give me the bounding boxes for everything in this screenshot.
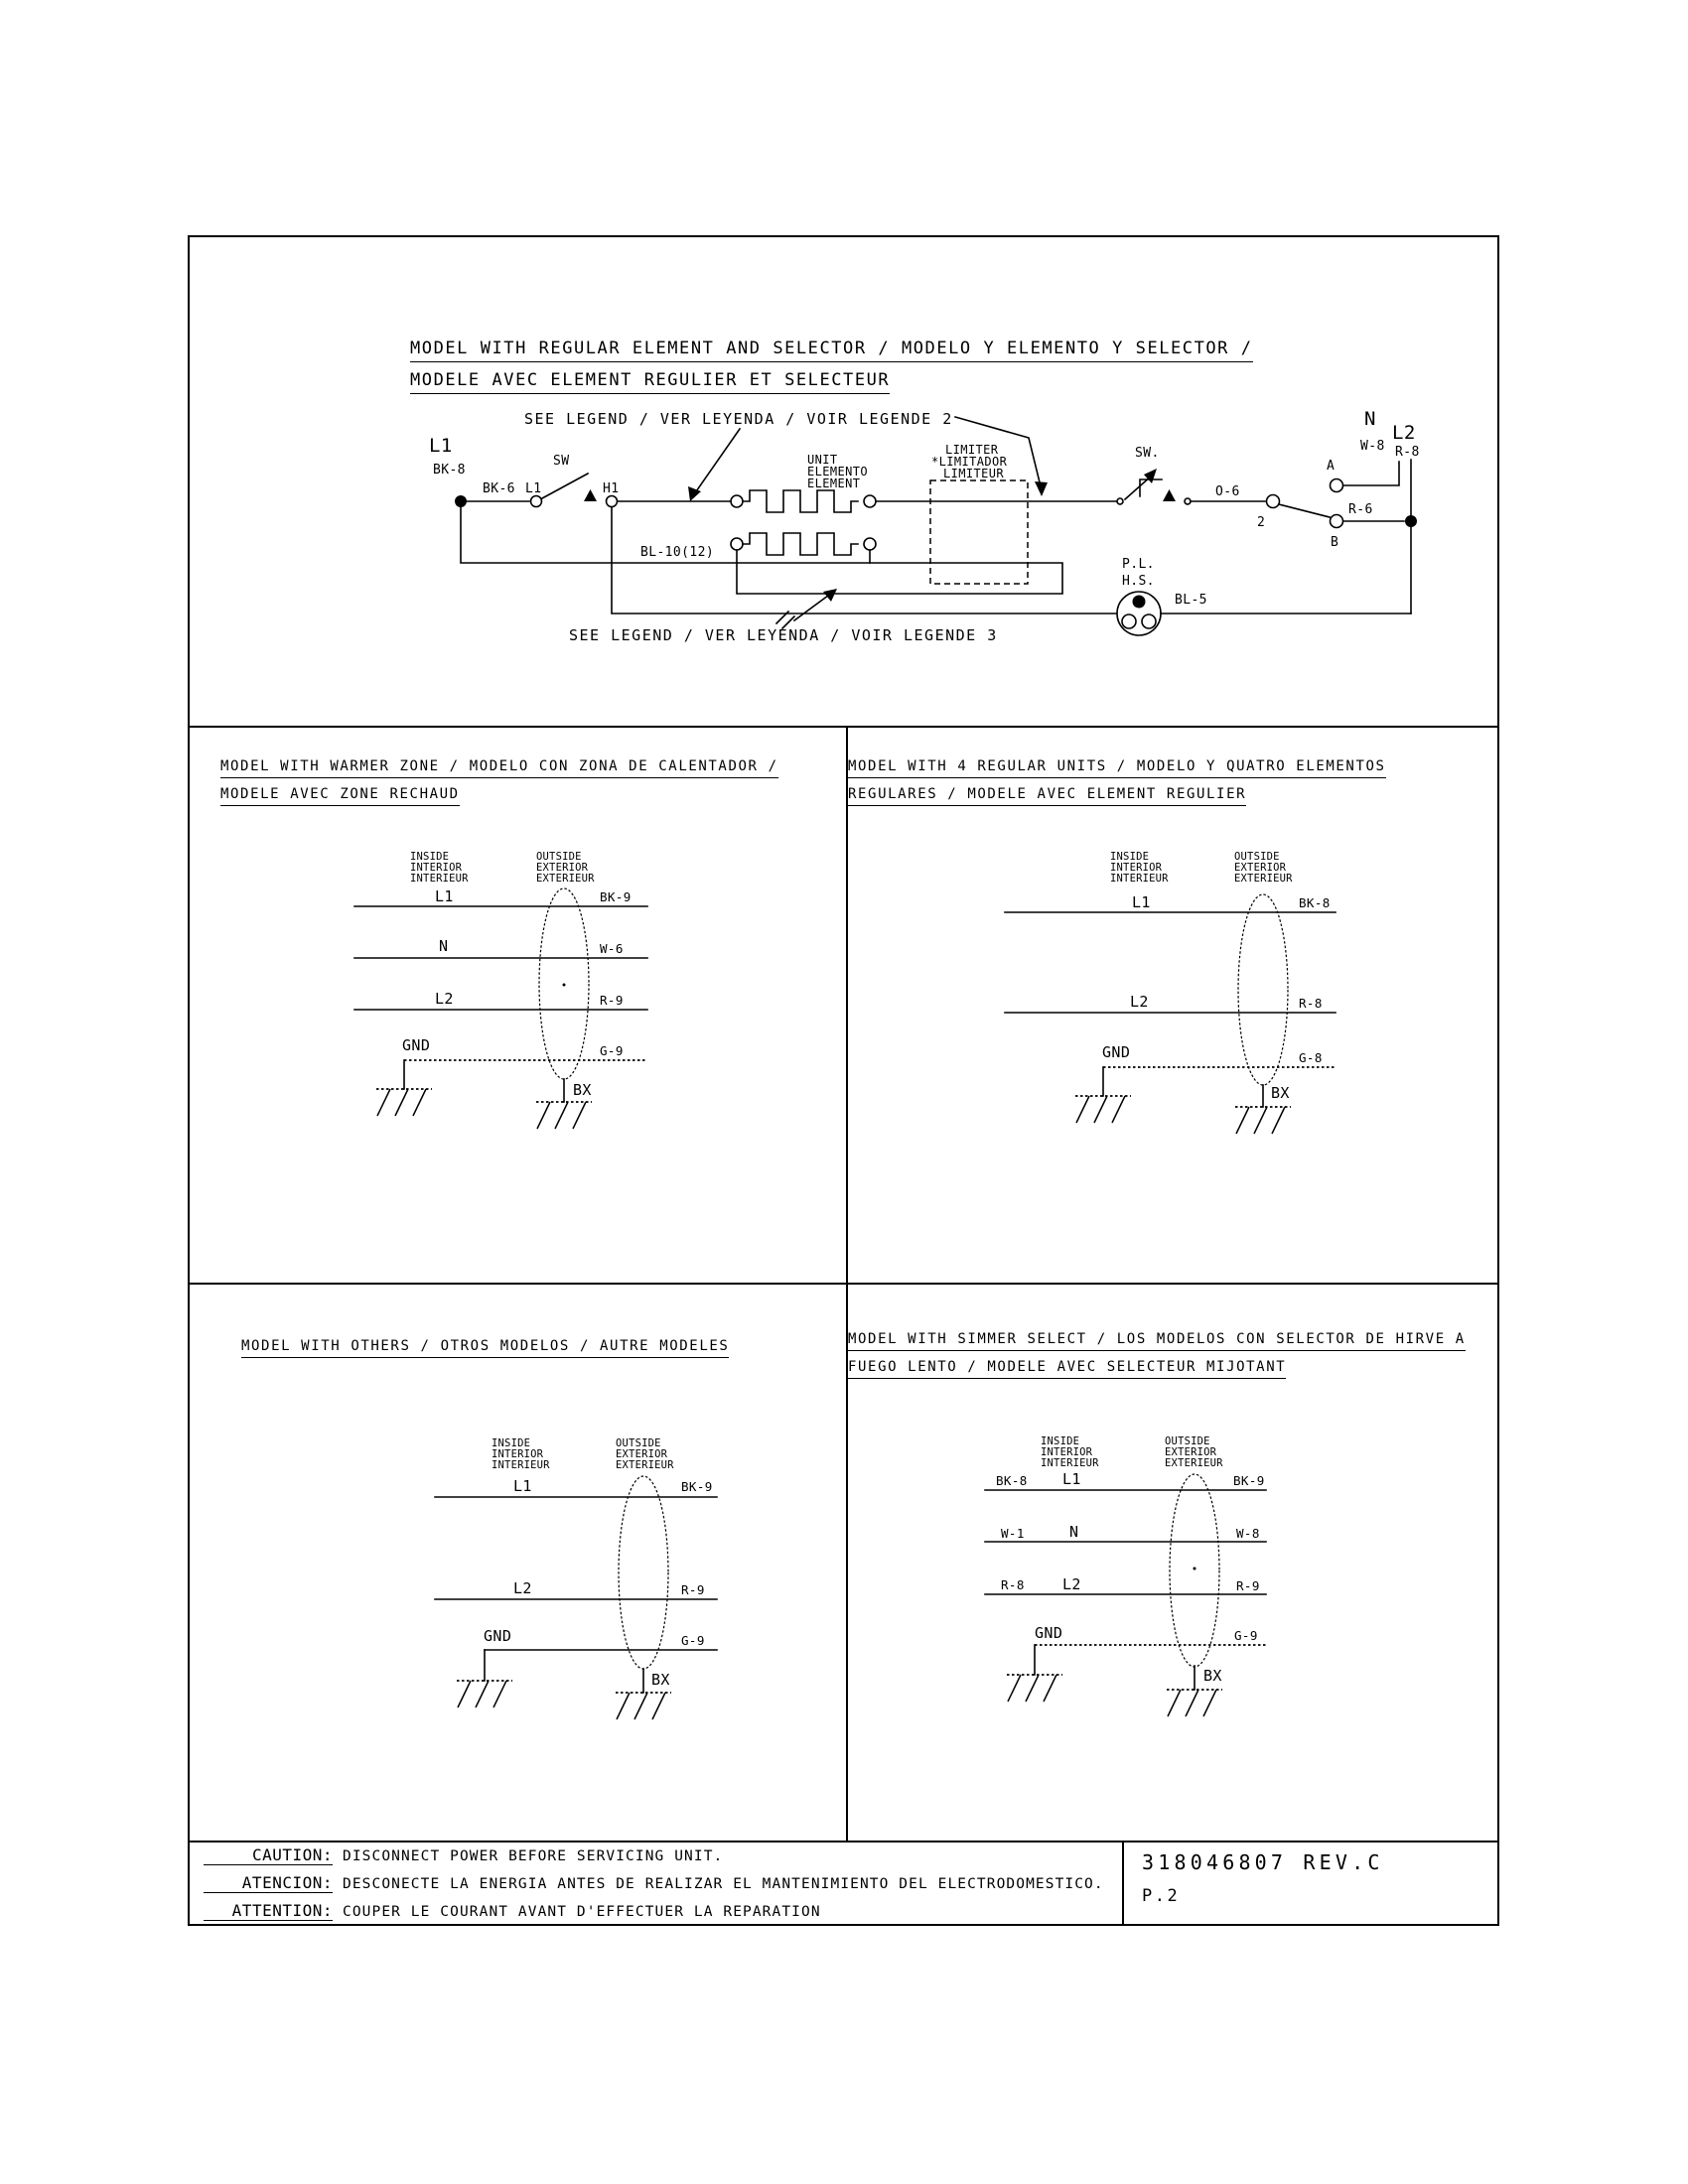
switch-contact: [1117, 498, 1123, 504]
top-title-line1: MODEL WITH REGULAR ELEMENT AND SELECTOR / MODELO Y ELEMENTO Y SELECTOR /: [410, 339, 1253, 362]
warmer-title-line1: MODEL WITH WARMER ZONE / MODELO CON ZONA DE CALENTADOR /: [220, 758, 778, 778]
label-interieur: INTERIEUR: [410, 873, 469, 885]
label-limiteur: LIMITEUR: [943, 467, 1004, 480]
wire-label-bl10: BL-10(12): [640, 545, 715, 560]
label-inside: INSIDE: [410, 851, 450, 863]
wire-color-left-w1: W-1: [1001, 1526, 1025, 1541]
label-exterior: EXTERIOR: [536, 862, 589, 874]
switch-blade-sw: [542, 474, 588, 498]
terminal-l1: [531, 496, 542, 507]
wire-name-l1: L1: [435, 887, 454, 905]
wire-label-r6: R-6: [1348, 502, 1373, 517]
selector-blade: [1279, 504, 1330, 517]
simmer-title-line1: MODEL WITH SIMMER SELECT / LOS MODELOS CON SELECTOR DE HIRVE A: [848, 1331, 1466, 1351]
caution-text-en: DISCONNECT POWER BEFORE SERVICING UNIT.: [343, 1848, 724, 1864]
wire-name-gnd: GND: [1102, 1043, 1131, 1061]
ground-symbol: [1007, 1675, 1062, 1702]
warmer-title-line2: MODELE AVEC ZONE RECHAUD: [220, 786, 460, 806]
caution-label-en: CAUTION:: [204, 1845, 333, 1865]
wire-color-bk9: BK-9: [1233, 1473, 1265, 1488]
label-inside: INSIDE: [492, 1437, 531, 1449]
label-l2: L2: [1392, 422, 1416, 444]
wire-color-bk9: BK-9: [681, 1479, 713, 1494]
label-exterieur: EXTERIEUR: [1234, 873, 1293, 885]
label-inside: INSIDE: [1041, 1435, 1080, 1447]
terminal-label-2: 2: [1257, 515, 1266, 530]
wire-name-gnd: GND: [402, 1036, 431, 1054]
label-unit: UNIT: [807, 453, 838, 467]
switch-contact: [1185, 498, 1191, 504]
label-n: N: [1364, 408, 1376, 430]
terminal-b: [1331, 515, 1343, 528]
label-hs: H.S.: [1122, 574, 1155, 589]
label-interior: INTERIOR: [410, 862, 463, 874]
wire-color-bk8: BK-8: [1299, 895, 1331, 910]
label-limitador: *LIMITADOR: [931, 455, 1008, 469]
label-interieur: INTERIEUR: [492, 1459, 550, 1471]
label-exterior: EXTERIOR: [1234, 862, 1287, 874]
wire-label-bl5: BL-5: [1175, 593, 1207, 608]
terminal-h1: [607, 496, 618, 507]
terminal-2: [1267, 495, 1280, 508]
wire-color-g9: G-9: [1234, 1628, 1258, 1643]
four-units-title-line1: MODEL WITH 4 REGULAR UNITS / MODELO Y QUATRO ELEMENTOS: [848, 758, 1386, 778]
pilot-light-lamp: [1133, 596, 1146, 609]
wire-color-w8: W-8: [1236, 1526, 1260, 1541]
terminal-a: [1331, 479, 1343, 492]
label-pl: P.L.: [1122, 557, 1155, 572]
label-element: ELEMENT: [807, 477, 861, 490]
warmer-connector-diagram: [354, 851, 647, 1129]
label-bx: BX: [573, 1081, 592, 1099]
wire-color-r8: R-8: [1299, 996, 1323, 1011]
wire-name-gnd: GND: [1035, 1624, 1063, 1642]
wire-name-l1: L1: [1062, 1470, 1081, 1488]
label-outside: OUTSIDE: [1234, 851, 1280, 863]
caution-text-fr: COUPER LE COURANT AVANT D'EFFECTUER LA REPARATION: [343, 1904, 821, 1920]
wire-color-r9: R-9: [1236, 1578, 1260, 1593]
wire-color-r9: R-9: [681, 1582, 705, 1597]
label-inside: INSIDE: [1110, 851, 1150, 863]
legend2-arrowhead: [1035, 481, 1048, 496]
label-outside: OUTSIDE: [536, 851, 582, 863]
wire-color-g8: G-8: [1299, 1050, 1323, 1065]
caution-text-es: DESCONECTE LA ENERGIA ANTES DE REALIZAR EL MANTENIMIENTO DEL ELECTRODOMESTICO.: [343, 1876, 1104, 1892]
pilot-light-contact: [1142, 614, 1156, 628]
legend2-pointer-arrowhead: [688, 486, 701, 501]
ground-symbol: [616, 1693, 671, 1719]
element-terminal: [864, 538, 876, 550]
label-limiter: LIMITER: [945, 443, 999, 457]
label-bx: BX: [651, 1671, 670, 1689]
wire-color-left-r8: R-8: [1001, 1577, 1025, 1592]
wire-color-r9: R-9: [600, 993, 624, 1008]
label-interior: INTERIOR: [492, 1448, 544, 1460]
legend3-arrowhead: [823, 589, 837, 602]
part-number: 318046807 REV.C: [1142, 1850, 1384, 1874]
wire-label-w8: W-8: [1360, 439, 1385, 454]
wire-label-bk8: BK-8: [433, 463, 466, 478]
terminal-label-a: A: [1327, 459, 1336, 474]
ground-symbol: [1167, 1690, 1222, 1716]
label-exterieur: EXTERIEUR: [1165, 1457, 1223, 1469]
label-exterieur: EXTERIEUR: [536, 873, 595, 885]
label-interieur: INTERIEUR: [1041, 1457, 1099, 1469]
label-bx: BX: [1203, 1667, 1222, 1685]
four-units-connector-diagram: [1005, 851, 1336, 1134]
wire-name-l1: L1: [513, 1477, 532, 1495]
wire-color-w6: W-6: [600, 941, 624, 956]
wire-color-g9: G-9: [681, 1633, 705, 1648]
others-title-line1: MODEL WITH OTHERS / OTROS MODELOS / AUTRE MODELES: [241, 1338, 729, 1358]
terminal-label-b: B: [1331, 535, 1339, 550]
label-bx: BX: [1271, 1084, 1290, 1102]
legend2-pointer-line: [694, 429, 740, 494]
four-units-title-line2: REGULARES / MODELE AVEC ELEMENT REGULIER: [848, 786, 1246, 806]
label-exterior: EXTERIOR: [616, 1448, 668, 1460]
ground-symbol: [1075, 1096, 1131, 1123]
wire-name-l2: L2: [513, 1579, 532, 1597]
terminal-label-h1: H1: [603, 481, 620, 496]
label-sw: SW: [553, 454, 570, 469]
element-terminal: [731, 538, 743, 550]
wire-name-n: N: [439, 937, 449, 955]
legend2-note: SEE LEGEND / VER LEYENDA / VOIR LEGENDE 2: [524, 410, 953, 428]
cable-bundle-ellipse: [619, 1476, 668, 1669]
label-exterieur: EXTERIEUR: [616, 1459, 674, 1471]
cable-bundle-ellipse: [1238, 894, 1288, 1085]
label-interior: INTERIOR: [1110, 862, 1163, 874]
top-title-line2: MODELE AVEC ELEMENT REGULIER ET SELECTEUR: [410, 370, 890, 394]
label-l1: L1: [429, 435, 453, 457]
wire-name-l1: L1: [1132, 893, 1151, 911]
switch-contact-triangle: [584, 489, 597, 501]
legend3-pointer-line: [776, 593, 832, 628]
element-terminal: [864, 495, 876, 507]
simmer-connector-diagram: [985, 1435, 1266, 1716]
label-elemento: ELEMENTO: [807, 465, 868, 478]
label-exterior: EXTERIOR: [1165, 1446, 1217, 1458]
element-resistor-lower: [743, 533, 858, 555]
junction-dot-l1: [455, 495, 467, 507]
element-resistor-upper: [743, 490, 858, 512]
label-interior: INTERIOR: [1041, 1446, 1093, 1458]
terminal-label-l1: L1: [525, 481, 542, 496]
caution-label-es: ATENCION:: [204, 1873, 333, 1893]
wire-color-left-bk8: BK-8: [996, 1473, 1028, 1488]
element-terminal: [731, 495, 743, 507]
simmer-title-line2: FUEGO LENTO / MODELE AVEC SELECTEUR MIJOTANT: [848, 1359, 1286, 1379]
cable-bundle-ellipse: [1170, 1474, 1219, 1667]
limiter-dashed-box: [930, 480, 1028, 584]
top-circuit: [429, 408, 1420, 644]
wire-name-l2: L2: [435, 990, 454, 1008]
label-outside: OUTSIDE: [1165, 1435, 1210, 1447]
wire-color-g9: G-9: [600, 1043, 624, 1058]
pilot-light-contact: [1122, 614, 1136, 628]
ground-symbol: [536, 1102, 592, 1129]
switch-contact-triangle: [1163, 489, 1176, 501]
wire-name-l2: L2: [1062, 1575, 1081, 1593]
wire-name-l2: L2: [1130, 993, 1149, 1011]
wire-label-o6: O-6: [1215, 484, 1240, 499]
others-connector-diagram: [435, 1437, 717, 1719]
switch-blade-sw2: [1125, 476, 1152, 499]
wire-label-r8: R-8: [1395, 445, 1420, 460]
legend3-note: SEE LEGEND / VER LEYENDA / VOIR LEGENDE 3: [569, 626, 998, 644]
ground-symbol: [376, 1089, 432, 1116]
wire-label-bk6: BK-6: [483, 481, 515, 496]
wire-name-n: N: [1069, 1523, 1079, 1541]
label-outside: OUTSIDE: [616, 1437, 661, 1449]
ground-symbol: [1235, 1107, 1291, 1134]
page-number: P.2: [1142, 1886, 1181, 1906]
ground-symbol: [457, 1681, 512, 1707]
caution-label-fr: ATTENTION:: [204, 1901, 333, 1921]
wire-color-bk9: BK-9: [600, 889, 632, 904]
label-interieur: INTERIEUR: [1110, 873, 1169, 885]
wire-name-gnd: GND: [484, 1627, 512, 1645]
label-sw2: SW.: [1135, 446, 1160, 461]
